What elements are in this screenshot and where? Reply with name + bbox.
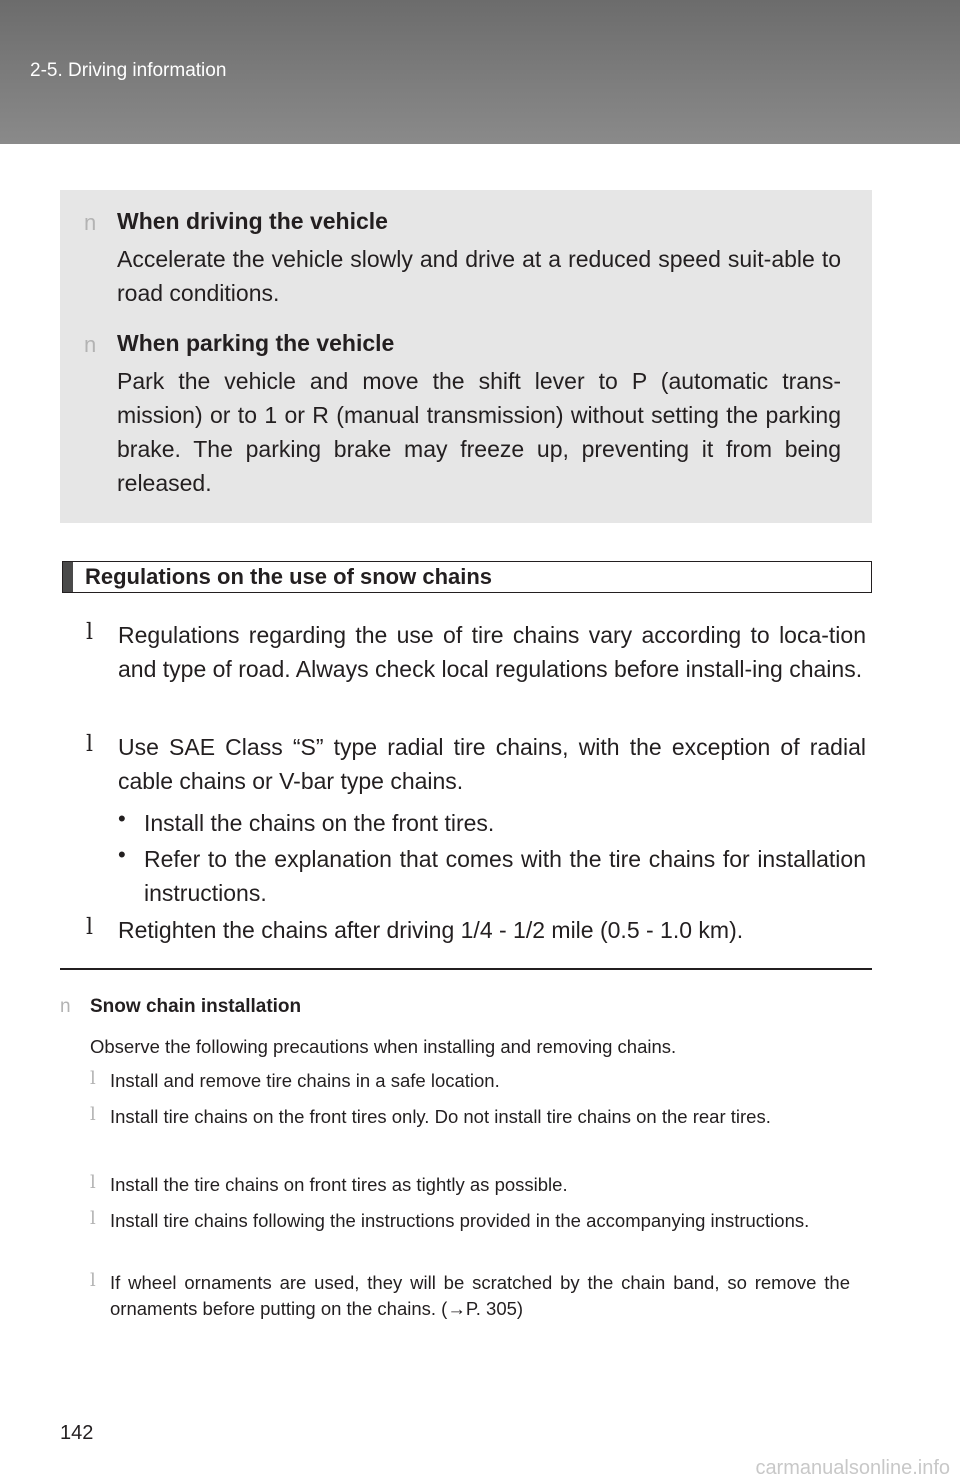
list-item-text: Use SAE Class “S” type radial tire chains, with the exception of radial cable chains or V-bar type chains.: [118, 734, 866, 794]
list-bullet-icon: l: [90, 1172, 96, 1193]
section-breadcrumb: 2-5. Driving information: [30, 60, 227, 81]
list-bullet-icon: l: [86, 620, 94, 645]
sub-list-item-text: Refer to the explanation that comes with the tire chains for installation instructions.: [144, 846, 866, 906]
notes-item-text: Install the tire chains on front tires as tightly as possible.: [110, 1174, 568, 1195]
section-title: Regulations on the use of snow chains: [85, 564, 493, 589]
sub-list-item-text: Install the chains on the front tires.: [144, 810, 495, 836]
page-header: [0, 0, 960, 144]
list-item-text: Retighten the chains after driving 1/4 - 1/2 mile (0.5 - 1.0 km).: [118, 917, 744, 943]
divider: [60, 968, 872, 970]
list-bullet-icon: l: [86, 732, 94, 757]
section-heading-band: [62, 561, 872, 593]
watermark: carmanualsonline.info: [755, 1457, 950, 1479]
square-bullet-icon: n: [84, 210, 97, 235]
list-item-text: Regulations regarding the use of tire chains vary according to loca-tion and type of road. Always check local regulations before install-ing chains.: [118, 622, 866, 682]
info-box: [60, 190, 872, 523]
notes-item-text: Install and remove tire chains in a safe location.: [110, 1070, 500, 1091]
list-bullet-icon: l: [90, 1068, 96, 1089]
square-bullet-icon: n: [60, 996, 71, 1017]
list-bullet-icon: l: [90, 1104, 96, 1125]
heading-marker: [63, 562, 73, 592]
list-bullet-icon: l: [86, 915, 94, 940]
notes-intro: Observe the following precautions when installing and removing chains.: [90, 1036, 677, 1057]
notes-heading: Snow chain installation: [90, 996, 302, 1017]
dot-bullet-icon: •: [118, 842, 126, 867]
list-bullet-icon: l: [90, 1270, 96, 1291]
info-heading-parking: When parking the vehicle: [117, 330, 395, 356]
notes-item-text: If wheel ornaments are used, they will be scratched by the chain band, so remove the ornaments before putting on the chains. (→P. 305): [110, 1272, 850, 1319]
list-bullet-icon: l: [90, 1208, 96, 1229]
info-text-driving: Accelerate the vehicle slowly and drive at a reduced speed suit-able to road conditions.: [117, 246, 841, 306]
notes-item-text: Install tire chains following the instructions provided in the accompanying instructions.: [110, 1210, 810, 1231]
info-heading-driving: When driving the vehicle: [117, 208, 388, 234]
page-number: 142: [60, 1422, 94, 1444]
notes-item-text: Install tire chains on the front tires only. Do not install tire chains on the rear tires.: [110, 1106, 771, 1127]
info-text-parking: Park the vehicle and move the shift lever to P (automatic trans-mission) or to 1 or R (manual transmission) without setting the parking brake. The parking brake may freeze up, preventing it from being released.: [117, 368, 841, 496]
dot-bullet-icon: •: [118, 806, 126, 831]
square-bullet-icon: n: [84, 332, 97, 357]
